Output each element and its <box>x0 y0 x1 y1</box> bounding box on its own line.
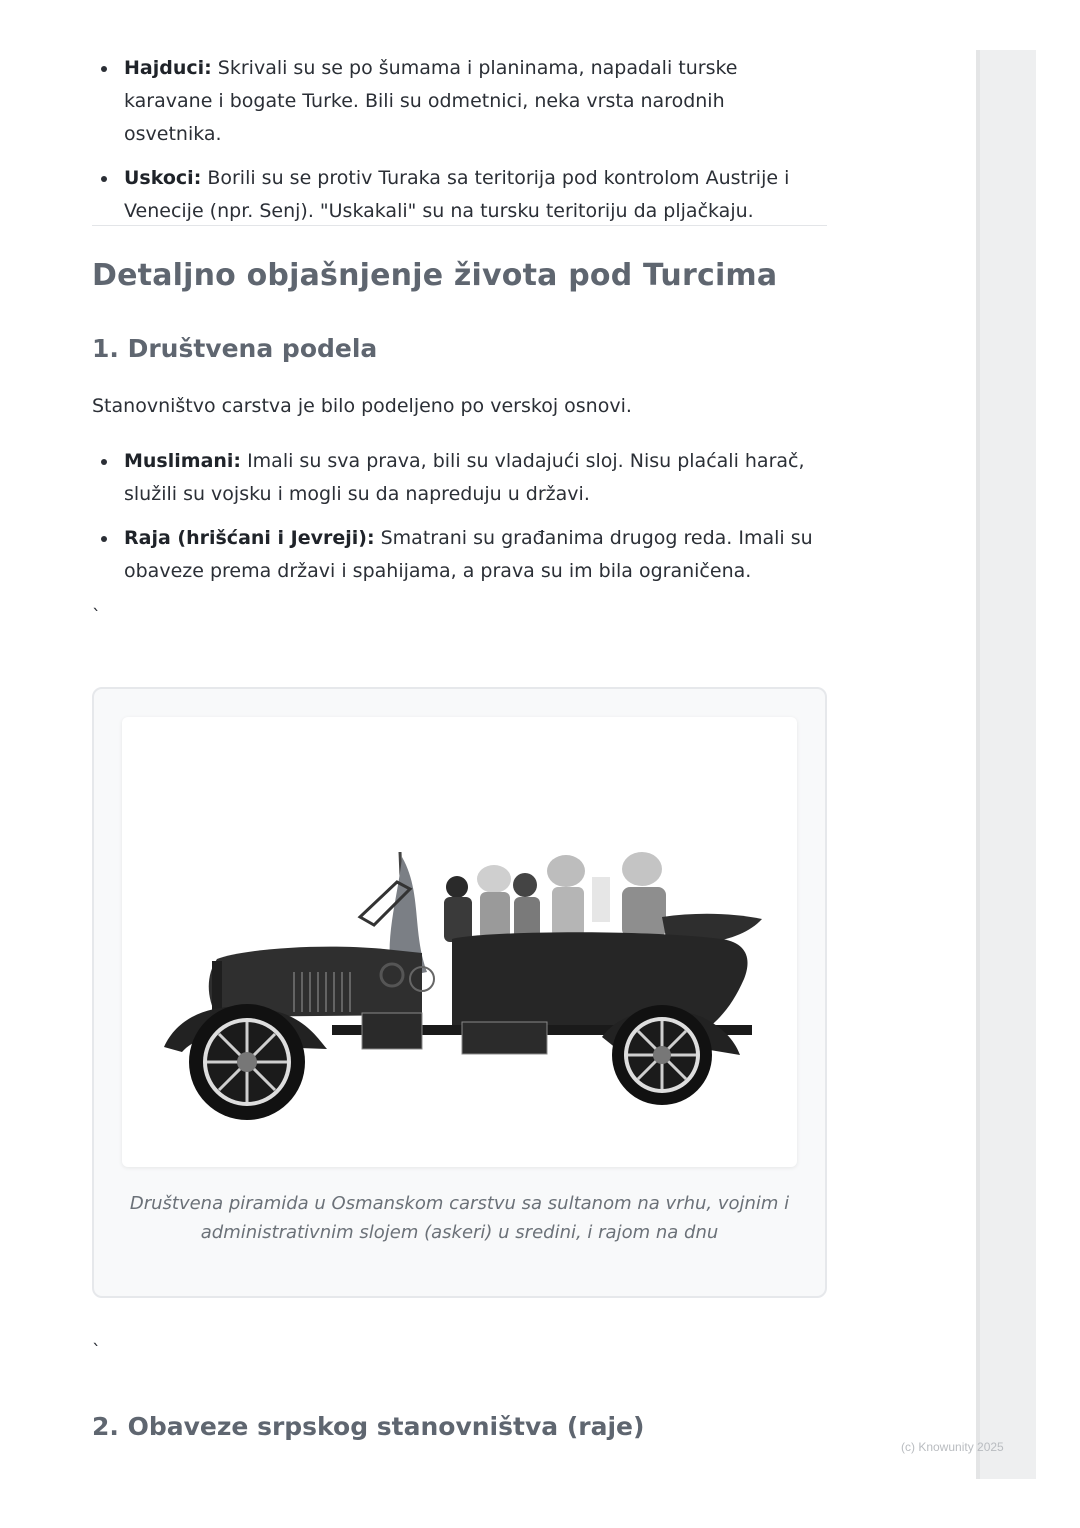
list-item-text: Imali su sva prava, bili su vladajući sloj. Nisu plaćali harač, služili su vojsku i mogli su da napreduju u državi. <box>124 450 805 505</box>
list-item-text: Smatrani su građanima drugog reda. Imali su obaveze prema državi i spahijama, a prava su im bila ograničena. <box>124 527 813 582</box>
subsection-title-social-division: 1. Društvena podela <box>92 334 378 363</box>
figure-card <box>92 687 827 1298</box>
copyright-footer: (c) Knowunity 2025 <box>901 1440 1004 1454</box>
section-title: Detaljno objašnjenje života pod Turcima <box>92 258 778 293</box>
stray-backtick: ` <box>92 606 101 627</box>
list-item <box>92 162 827 228</box>
list-item-text: Borili su se protiv Turaka sa teritorija pod kontrolom Austrije i Venecije (npr. Senj). "Uskakali" su na tursku teritoriju da pljačkaju. <box>124 167 790 222</box>
list-item-term: Uskoci: <box>124 167 202 189</box>
horizontal-divider <box>92 225 827 226</box>
list-item <box>92 522 827 588</box>
figure-caption: Društvena piramida u Osmanskom carstvu sa sultanom na vrhu, vojnim i administrativnim slojem (askeri) u sredini, i rajom na dnu <box>129 1193 790 1243</box>
social-groups-list <box>92 445 827 588</box>
list-item-term: Raja (hrišćani i Jevreji): <box>124 527 375 549</box>
right-sidebar-panel <box>976 50 1036 1479</box>
subsection-title-obligations: 2. Obaveze srpskog stanovništva (raje) <box>92 1412 645 1441</box>
list-item <box>92 445 827 511</box>
list-item-term: Hajduci: <box>124 57 212 79</box>
list-item <box>92 52 827 151</box>
list-item-term: Muslimani: <box>124 450 242 472</box>
intro-bullet-list <box>92 52 827 228</box>
paragraph: Stanovništvo carstva je bilo podeljeno po verskoj osnovi. <box>92 395 632 417</box>
list-item-text: Skrivali su se po šumama i planinama, napadali turske karavane i bogate Turke. Bili su odmetnici, neka vrsta narodnih osvetnika. <box>124 57 738 145</box>
figure-image <box>122 717 797 1167</box>
stray-backtick: ` <box>92 1341 101 1362</box>
car-photo-illustration <box>122 717 797 1167</box>
